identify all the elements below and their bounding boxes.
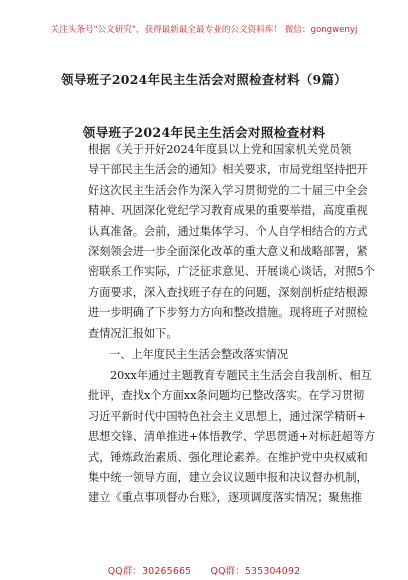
document-title: 领导班子2024年民主生活会对照检查材料（9篇） (61, 72, 347, 87)
paragraph-line: 批评，查找x个方面xx条问题均已整改落实。在学习贯彻 (88, 389, 365, 403)
paragraph-line: 根据《关于开好2024年度县以上党和国家机关党员领 (88, 143, 352, 156)
paragraph-line: 20xx年通过主题教育专题民主生活会自我剖析、相互 (110, 369, 372, 382)
paragraph-line: 导干部民主生活会的通知》相关要求，市局党组坚持把开 (88, 163, 368, 177)
paragraph-line: 进一步明确了下步努力方向和整改措施。现将班子对照检 (88, 306, 368, 320)
paragraph-line: 精神、巩固深化党纪学习教育成果的重要举措，高度重视 (88, 204, 368, 218)
paragraph-intro (88, 140, 375, 344)
paragraph-line: 式，锤炼政治素质、强化理论素养。在维护党中央权威和 (88, 450, 368, 464)
paragraph-line: 方面要求，深入查找班子存在的问题，深刻剖析症结根源 (88, 285, 368, 299)
paragraph-line: 查情况汇报如下。 (88, 326, 178, 340)
paragraph-line: 认真准备。会前，通过集体学习、个人自学相结合的方式 (88, 224, 368, 238)
paragraph-rectification (88, 366, 376, 509)
section-title: 领导班子2024年民主生活会对照检查材料 (82, 125, 326, 140)
paragraph-line: 好这次民主生活会作为深入学习贯彻党的二十届三中全会 (88, 183, 368, 197)
paragraph-line: 建立《重点事项督办台账》，逐项调度落实情况；聚焦推 (88, 491, 363, 505)
paragraph-line: 密联系工作实际，广泛征求意见、开展谈心谈话，对照5个 (88, 265, 375, 279)
paragraph-line: 思想交锋、清单推进+体悟教学、学思贯通+对标赶超等方 (88, 430, 376, 444)
qq-group-1: QQ群：30265665 (107, 566, 192, 577)
promo-banner: 关注头条号"公文研究"，获得最新最全最专业的公文资料库！ 微信：gongwenyj (50, 25, 358, 35)
paragraph-line: 深刻领会进一步全面深化改革的重大意义和战略部署，紧 (88, 244, 368, 258)
sub-heading: 一、上年度民主生活会整改落实情况 (109, 348, 289, 361)
paragraph-line: 习近平新时代中国特色社会主义思想上，通过深学精研+ (88, 409, 366, 423)
paragraph-line: 集中统一领导方面，建立会议议题申报和决议督办机制， (88, 470, 368, 484)
footer-contacts (0, 563, 408, 577)
qq-group-2: QQ群：535304092 (210, 566, 301, 577)
